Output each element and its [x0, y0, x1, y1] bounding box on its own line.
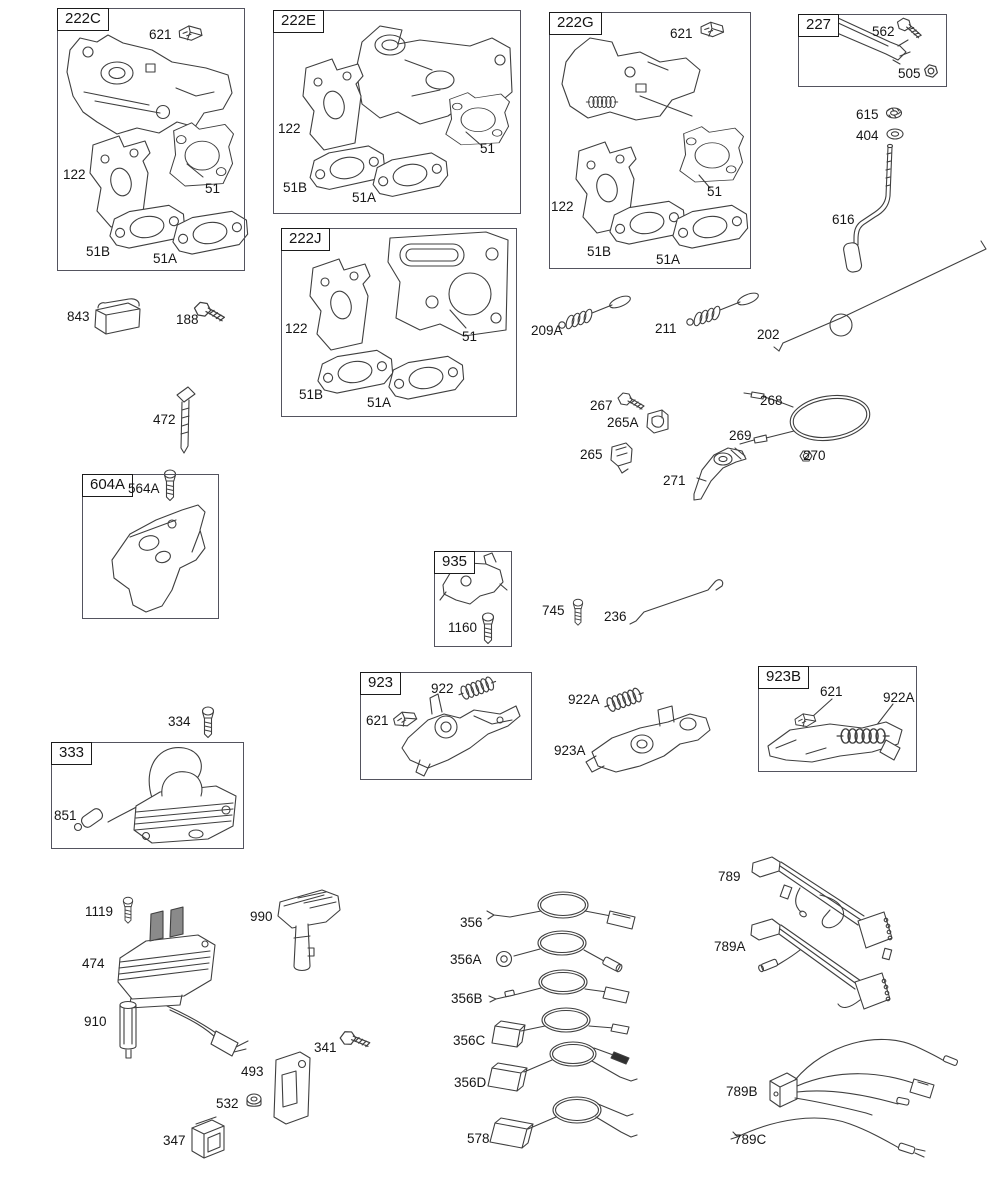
part-number-callout: 923A [554, 743, 586, 758]
part-number-callout: 269 [729, 428, 752, 443]
part-number-callout: 356D [454, 1075, 487, 1090]
part-number-callout: 789C [734, 1132, 767, 1147]
part-number-callout: 265A [607, 415, 639, 430]
part-number-callout: 505 [898, 66, 921, 81]
group-label-222G: 222G [549, 12, 602, 35]
part-number-callout: 270 [803, 448, 826, 463]
part-number-callout: 789 [718, 869, 741, 884]
part-number-callout: 472 [153, 412, 176, 427]
part-number-callout: 51A [352, 190, 377, 205]
part-number-callout: 562 [872, 24, 895, 39]
part-number-callout: 910 [84, 1014, 107, 1029]
group-label-923: 923 [360, 672, 401, 695]
group-label-604A: 604A [82, 474, 133, 497]
group-label-222J: 222J [281, 228, 330, 251]
part-number-callout: 532 [216, 1096, 239, 1111]
part-number-callout: 51 [205, 181, 221, 196]
part-number-callout: 1119 [85, 904, 114, 919]
part-number-callout: 51A [153, 251, 178, 266]
part-number-callout: 1160 [448, 620, 478, 635]
part-number-callout: 51B [86, 244, 111, 259]
part-number-callout: 188 [176, 312, 199, 327]
part-number-callout: 122 [63, 167, 86, 182]
group-label-923B: 923B [758, 666, 809, 689]
part-number-callout: 493 [241, 1064, 264, 1079]
part-number-callout: 51B [587, 244, 612, 259]
part-number-callout: 990 [250, 909, 273, 924]
part-number-callout: 267 [590, 398, 613, 413]
part-number-callout: 621 [149, 27, 172, 42]
part-number-callout: 578 [467, 1131, 490, 1146]
part-number-callout: 745 [542, 603, 565, 618]
group-label-333: 333 [51, 742, 92, 765]
part-number-callout: 51B [299, 387, 324, 402]
part-number-callout: 356A [450, 952, 482, 967]
part-number-callout: 474 [82, 956, 105, 971]
group-label-227: 227 [798, 14, 839, 37]
part-number-callout: 356C [453, 1033, 486, 1048]
part-number-callout: 51B [283, 180, 308, 195]
part-number-callout: 341 [314, 1040, 337, 1055]
group-label-222C: 222C [57, 8, 109, 31]
part-number-callout: 51 [462, 329, 478, 344]
part-number-callout: 851 [54, 808, 77, 823]
part-number-callout: 209A [531, 323, 563, 338]
part-number-callout: 51A [656, 252, 681, 267]
part-number-callout: 922A [568, 692, 600, 707]
part-number-callout: 621 [366, 713, 389, 728]
part-number-callout: 202 [757, 327, 780, 342]
part-number-callout: 122 [285, 321, 308, 336]
part-number-callout: 211 [655, 321, 677, 336]
part-number-callout: 51 [480, 141, 496, 156]
part-number-callout: 621 [670, 26, 693, 41]
part-number-callout: 615 [856, 107, 879, 122]
part-number-callout: 122 [551, 199, 574, 214]
part-number-callout: 922 [431, 681, 454, 696]
part-number-callout: 51 [707, 184, 723, 199]
part-number-callout: 356 [460, 915, 483, 930]
part-number-callout: 122 [278, 121, 301, 136]
part-number-callout: 51A [367, 395, 392, 410]
part-number-callout: 922A [883, 690, 915, 705]
part-number-callout: 404 [856, 128, 879, 143]
part-number-callout: 564A [128, 481, 160, 496]
group-label-222E: 222E [273, 10, 324, 33]
part-number-callout: 268 [760, 393, 783, 408]
group-label-935: 935 [434, 551, 475, 574]
part-number-callout: 789A [714, 939, 746, 954]
part-number-callout: 616 [832, 212, 855, 227]
part-number-callout: 843 [67, 309, 90, 324]
part-number-callout: 271 [663, 473, 686, 488]
part-number-callout: 334 [168, 714, 191, 729]
part-number-callout: 236 [604, 609, 627, 624]
part-number-callout: 621 [820, 684, 843, 699]
part-number-callout: 789B [726, 1084, 758, 1099]
part-number-callout: 356B [451, 991, 483, 1006]
part-number-callout: 347 [163, 1133, 186, 1148]
part-number-callout: 265 [580, 447, 603, 462]
